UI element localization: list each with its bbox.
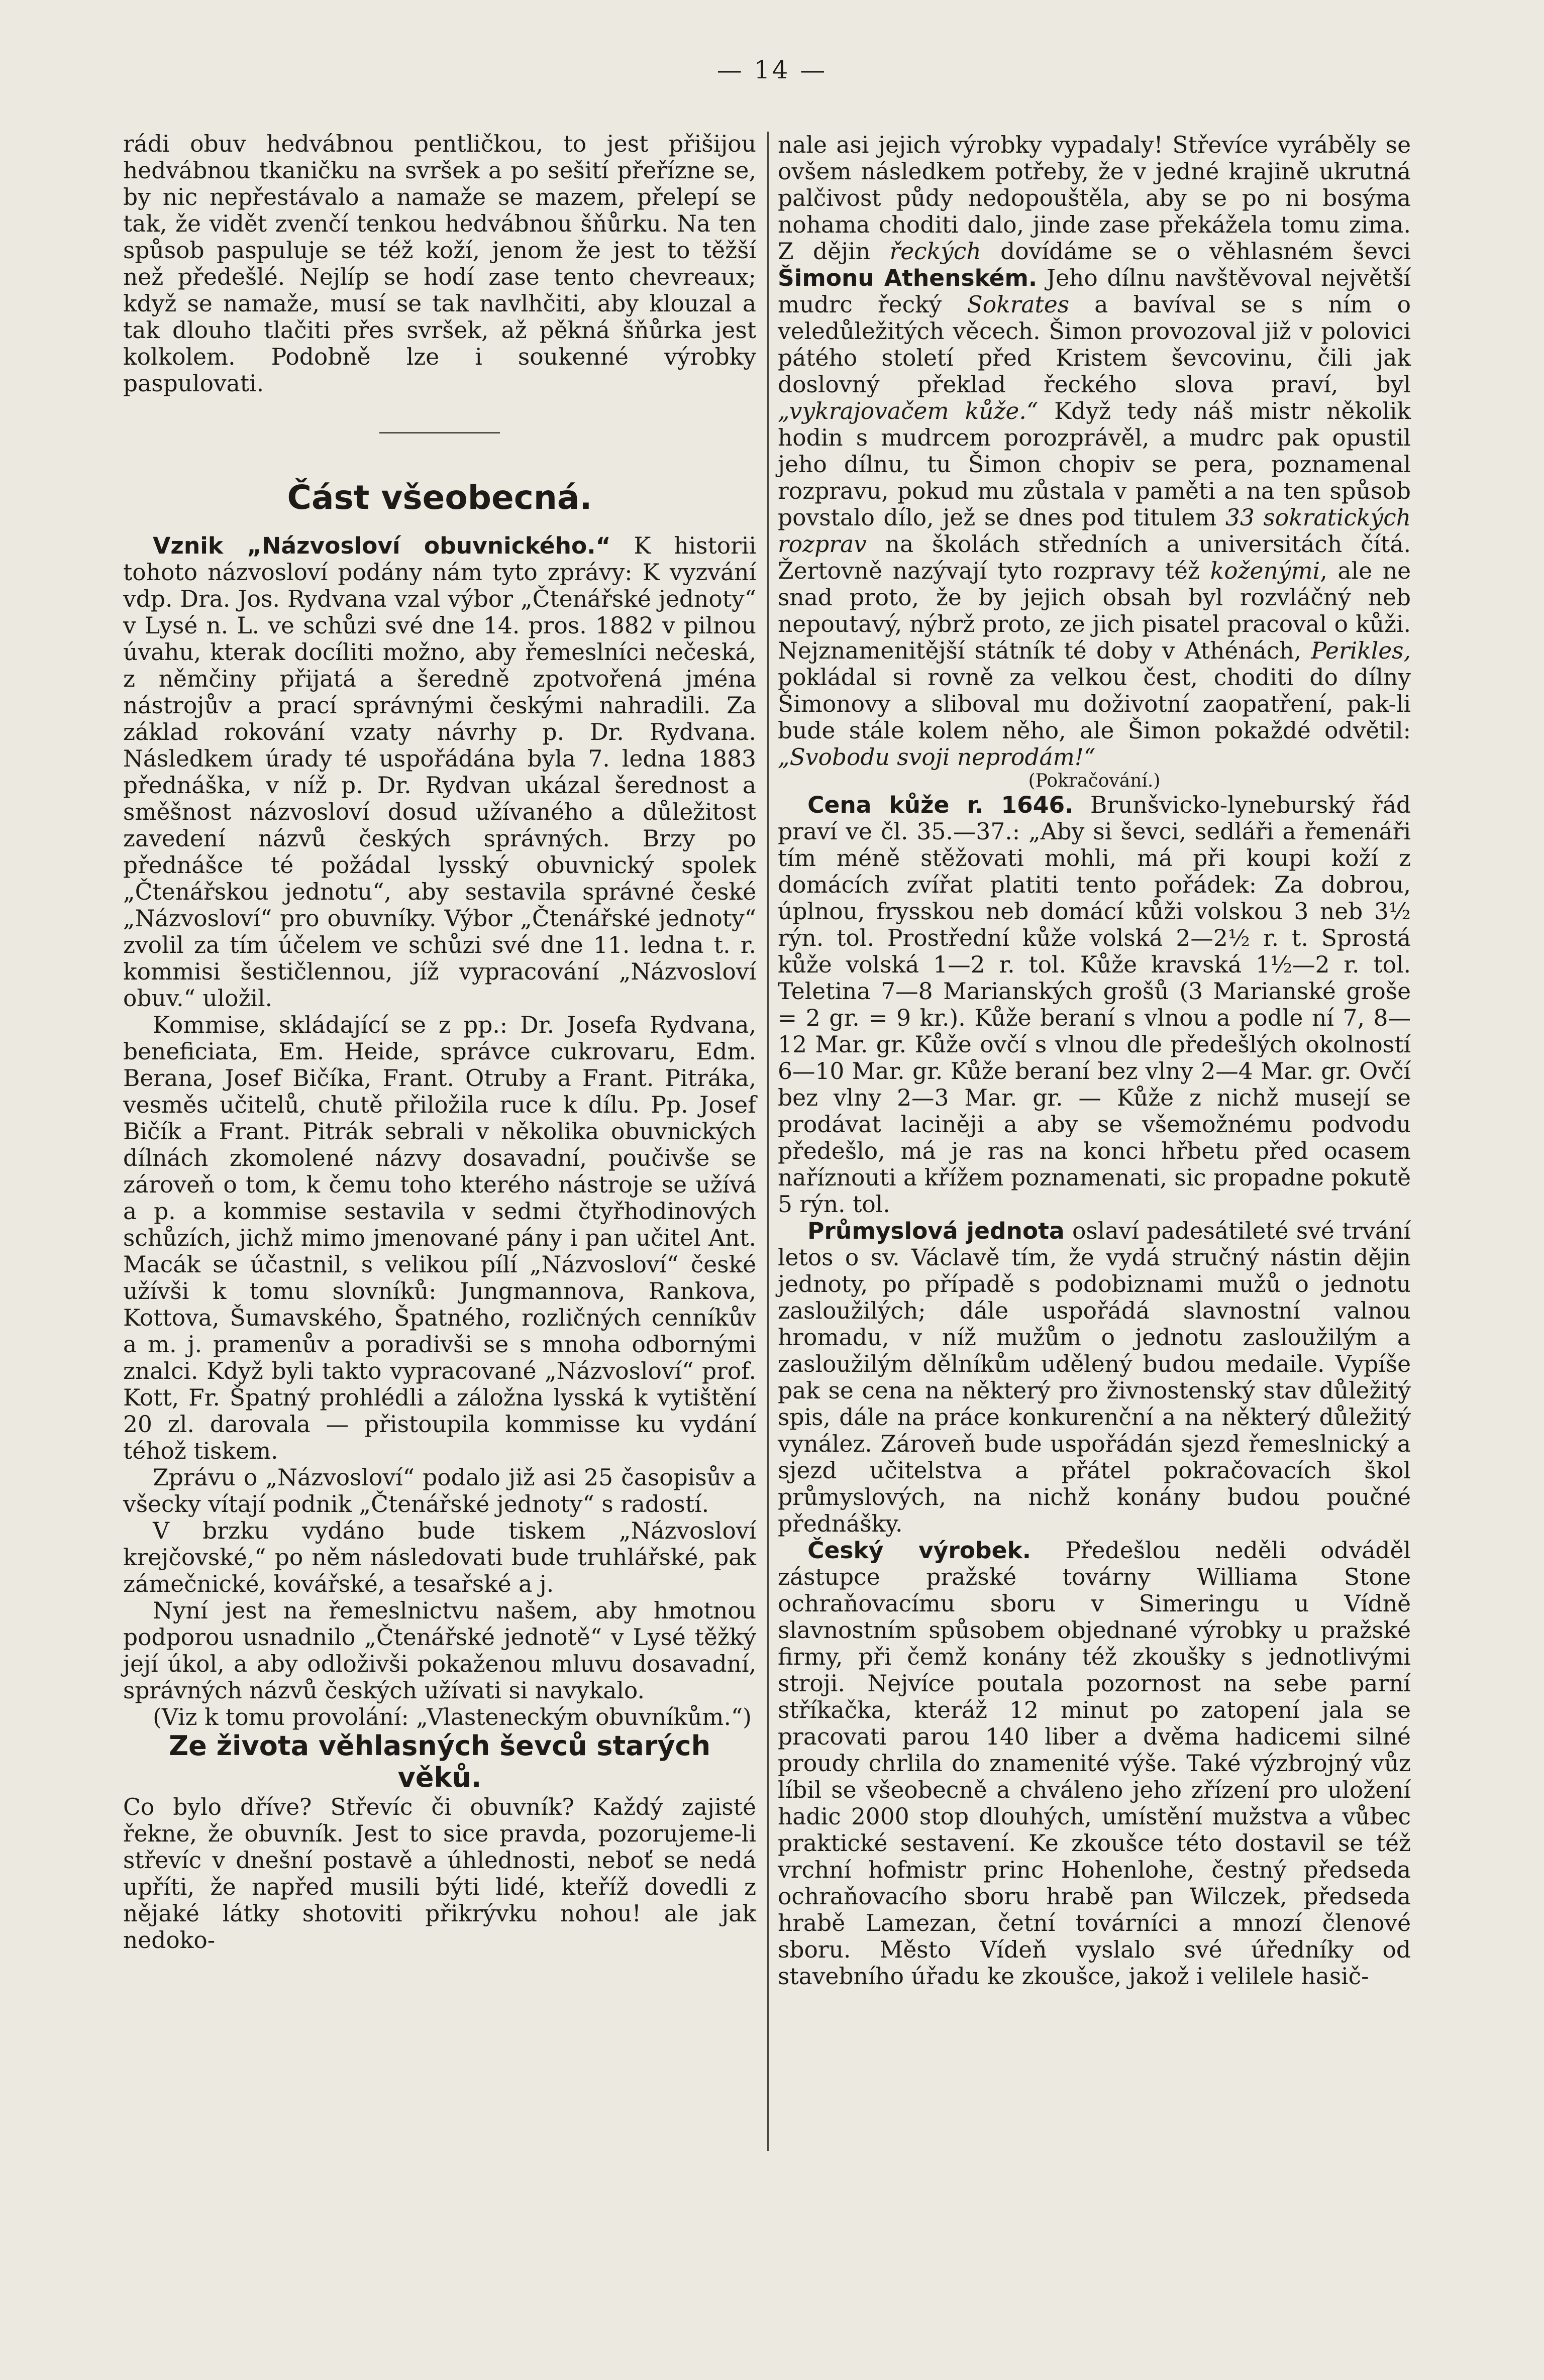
italic-run: řeckých xyxy=(889,238,981,265)
italic-run: 33 sokratických rozprav xyxy=(778,504,1411,558)
article-vznik-p5: Nyní jest na řemeslnictvu našem, aby hmotnou podporou usnadnilo „Čtenářské jednotě“ v Lysé těžký její úkol, a aby odloživši pokaženou mluvu dosavadní, správných názvů českých užívati si navykalo. xyxy=(123,1597,756,1704)
article-vznik-p6: (Viz k tomu provolání: „Vlasteneckým obuvníkům.“) xyxy=(153,1703,752,1730)
text-run: pokládal si rovně za velkou čest, choditi do dílny Šimonovy a sliboval mu doživotní zaopatření, pak-li bude stále kolem něho, ale Šimon pokaždé odvětil: xyxy=(778,664,1411,744)
text-run: nale asi jejich výrobky vypadaly! Střevíce vyráběly se ovšem následkem potřeby, že v jedné krajině ukrutná palčivost půdy nedopouštěla, aby se po ni bosýma nohama choditi dalo, jinde zase překážela tomu zima. Z dějin xyxy=(778,132,1411,265)
text-run: , ale ne snad proto, že by jejich obsah byl rozvláčný neb nepoutavý, nýbrž proto, ze jich pisatel pracoval o kůži. Nejznamenitější státník té doby v Athénách, xyxy=(778,558,1411,664)
article-vznik xyxy=(123,532,756,1012)
article-prumyslova-heading: Průmyslová jednota xyxy=(807,1217,1065,1244)
article-vznik-heading: Vznik „Názvosloví obuvnického.“ xyxy=(153,532,611,559)
italic-run: „vykrajovačem kůže.“ xyxy=(778,398,1039,424)
article-vznik-p3: Zprávu o „Názvosloví“ podalo již asi 25 časopisův a všecky vítají podnik „Čtenářské jednoty“ s radostí. xyxy=(123,1464,756,1518)
article-vyrobek xyxy=(778,1537,1411,1990)
continuation-note: (Pokračování.) xyxy=(1028,771,1161,791)
article-prumyslova xyxy=(778,1218,1411,1537)
article-vyrobek-heading: Český výrobek. xyxy=(807,1537,1031,1564)
article-vznik-p4: V brzku vydáno bude tiskem „Názvosloví krejčovské,“ po něm následovati bude truhlářské, pak zámečnické, kovářské, a tesařské a j. xyxy=(123,1517,756,1597)
article-zivota-p1: Co bylo dříve? Střevíc či obuvník? Každý zajisté řekne, že obuvník. Jest to sice pravda, pozorujeme-li střevíc v dnešní postavě a úhlednosti, neboť se nedá upříti, že napřed musili býti lidé, kteříž dovedli z nějaké látky shotoviti přikrývku nohou! ale jak nedoko- xyxy=(123,1793,756,1954)
left-column xyxy=(123,131,756,1954)
article-zivota-heading: Ze života věhlasných ševců starých věků. xyxy=(168,1729,711,1793)
text-run: Když tedy náš mistr několik hodin s mudrcem porozprávěl, a mudrc pak opustil jeho dílnu, tu Šimon chopiv se pera, poznamenal rozpravu, pokud mu zůstala v paměti a na ten spůsob povstalo dílo, jež se dnes pod titulem xyxy=(778,398,1411,531)
article-vznik-p2: Kommise, skládající se z pp.: Dr. Josefa Rydvana, beneficiata, Em. Heide, správce cukrovaru, Edm. Berana, Josef Bičíka, Frant. Otruby a Frant. Pitráka, vesměs učitelů, chutě přiložila ruce k dílu. Pp. Josef Bičík a Frant. Pitrák sebrali v několika obuvnických dílnách zkomolené názvy dosavadní, poučivše se zároveň o tom, k čemu toho kterého nástroje se užívá a p. a kommise sestavila v sedmi čtyřhodinových schůzích, jichž mimo jmenované pány i pan učitel Ant. Macák se účastnil, s velikou pílí „Názvosloví“ české užívši k tomu slovníků: Jungmannova, Rankova, Kottova, Šumavského, Špatného, rozličných cenníkův a m. j. pramenův a poradivši se s mnoha odbornými znalci. Když byli takto vypracované „Názvosloví“ prof. Kott, Fr. Špatný prohlédli a záložna lysská k vytištění 20 zl. darovala — přistoupila kommisse ku vydání téhož tiskem. xyxy=(123,1011,756,1464)
article-cena xyxy=(778,792,1411,1218)
italic-run: koženými xyxy=(1210,558,1320,584)
bold-name: Šimonu Athenském. xyxy=(778,265,1038,291)
section-title: Část všeobecná. xyxy=(287,478,592,517)
text-run: na školách středních a universitách čítá. Žertovně nazývají tyto rozpravy též xyxy=(778,531,1411,584)
intro-paragraph: rádi obuv hedvábnou pentličkou, to jest přišijou hedvábnou tkaničku na svršek a po sešití přeřízne se, by nic nepřestávalo a namaže se mazem, přelepí se tak, že vidět zvenčí tenkou hedvábnou šňůrku. Na ten spůsob paspuluje se též koží, jenom že jest to těžší než předešlé. Nejlíp se hodí zase tento chevreaux; když se namaže, musí se tak navlhčiti, aby klouzal a tak dlouho tlačiti přes svršek, až pěkná šňůrka jest kolkolem. Podobně lze i soukenné výrobky paspulovati. xyxy=(123,131,756,397)
text-run: Jeho dílnu navštěvoval největší mudrc řecký xyxy=(778,265,1411,318)
section-separator xyxy=(379,432,500,434)
article-vznik-p1: K historii tohoto názvosloví podány nám tyto zprávy: K vyzvání vdp. Dra. Jos. Rydvana vzal výbor „Čtenářské jednoty“ v Lysé n. L. ve schůzi své dne 14. pros. 1882 v pilnou úvahu, kterak docíliti možno, aby řemeslníci nečeská, z němčiny přijatá a šeredně zpotvořená jména nástrojův a prací správnými českými nahradili. Za základ rokování vzaty návrhy p. Dr. Rydvana. Následkem úrady té uspořádána byla 7. ledna 1883 přednáška, v níž p. Dr. Rydvan ukázal šerednost a směšnost názvosloví dosud užívaného a důležitost zavedení názvů českých správných. Brzy po přednášce té požádal lysský obuvnický spolek „Čtenářskou jednotu“, aby sestavila správné české „Názvosloví“ pro obuvníky. Výbor „Čtenářské jednoty“ zvolil za tím účelem ve schůzi své dne 11. ledna t. r. kommisi šestičlennou, jíž vypracování „Názvosloví obuv.“ uložil. xyxy=(123,532,756,1012)
article-vyrobek-text: Předešlou neděli odváděl zástupce pražské továrny Williama Stone ochraňovacímu sboru v Simeringu u Vídně slavnostním spůsobem objednané výrobky u pražské firmy, při čemž konány též zkoušky s jednotlivými stroji. Nejvíce poutala pozornost na sebe parní stříkačka, kteráž 12 minut po zatopení jala se pracovati parou 140 liber a dvěma hadicemi silné proudy chrlila do znamenité výše. Také výzbrojný vůz líbil se všeobecně a chváleno jeho zřízení pro uložení hadic 2000 stop dlouhých, umístění mužstva a vůbec praktické sestavení. Ke zkoušce této dostavil se též vrchní hofmistr princ Hohenlohe, čestný předseda ochraňovacího sboru hrabě pan Wilczek, předseda hrabě Lamezan, četní továrníci a mnozí členové sboru. Město Vídeň vyslalo své úředníky od stavebního úřadu ke zkoušce, jakož i velilele hasič- xyxy=(778,1537,1411,1990)
page-number: — 14 — xyxy=(716,55,828,84)
article-cena-text: Brunšvicko-lyneburský řád praví ve čl. 35.—37.: „Aby si ševci, sedláři a řemenáři tím méně stěžovati mohli, má při koupi koží z domácích zvířat platiti tento pořádek: Za dobrou, úplnou, frysskou neb domácí kůži volskou 3 neb 3½ rýn. tol. Prostřední kůže volská 2—2½ r. t. Sprostá kůže volská 1—2 r. tol. Kůže kravská 1½—2 r. tol. Teletina 7—8 Marianských grošů (3 Marianské groše = 2 gr. = 9 kr.). Kůže beraní s vlnou a podle ní 7, 8—12 Mar. gr. Kůže ovčí s vlnou dle předešlých okolností 6—10 Mar. gr. Kůže beraní bez vlny 2—4 Mar. gr. Ovčí bez vlny 2—3 Mar. gr. — Kůže z nichž musejí se prodávat laciněji a aby se všemožnému podvodu předešlo, má je ras na konci hřbetu před ocasem naříznouti a křížem poznamenati, sic propadne pokutě 5 rýn. tol. xyxy=(778,791,1411,1218)
article-zivota-continued xyxy=(778,132,1411,771)
article-cena-heading: Cena kůže r. 1646. xyxy=(807,791,1074,818)
article-prumyslova-text: oslaví padesátileté své trvání letos o sv. Václavě tím, že vydá stručný nástin dějin jednoty, po případě s podobiznami mužů o jednotu zasloužilých; dále uspořádá slavnostní valnou hromadu, v níž mužům o jednotu zasloužilým a zasloužilým dělníkům udělený budou medaile. Vypíše pak se cena na některý pro živnostenský stav důležitý spis, dále na práce konkurenční a na některý důležitý vynález. Zároveň bude uspořádán sjezd řemeslnický a sjezd učitelstva a přátel pokračovacích škol průmyslových, na nichž konány budou poučné přednášky. xyxy=(778,1217,1411,1537)
text-run: a bavíval se s ním o veledůležitých věcech. Šimon provozoval již v polovici pátého století před Kristem ševcovinu, čili jak doslovný překlad řeckého slova praví, byl xyxy=(778,291,1411,398)
italic-run: Sokrates xyxy=(967,291,1070,318)
right-column xyxy=(778,132,1411,1990)
column-divider xyxy=(767,132,769,2151)
italic-run: „Svobodu svoji neprodám!“ xyxy=(778,744,1096,771)
italic-run: Perikles, xyxy=(1311,637,1411,664)
text-run: dovídáme se o věhlasném ševci xyxy=(981,238,1411,265)
